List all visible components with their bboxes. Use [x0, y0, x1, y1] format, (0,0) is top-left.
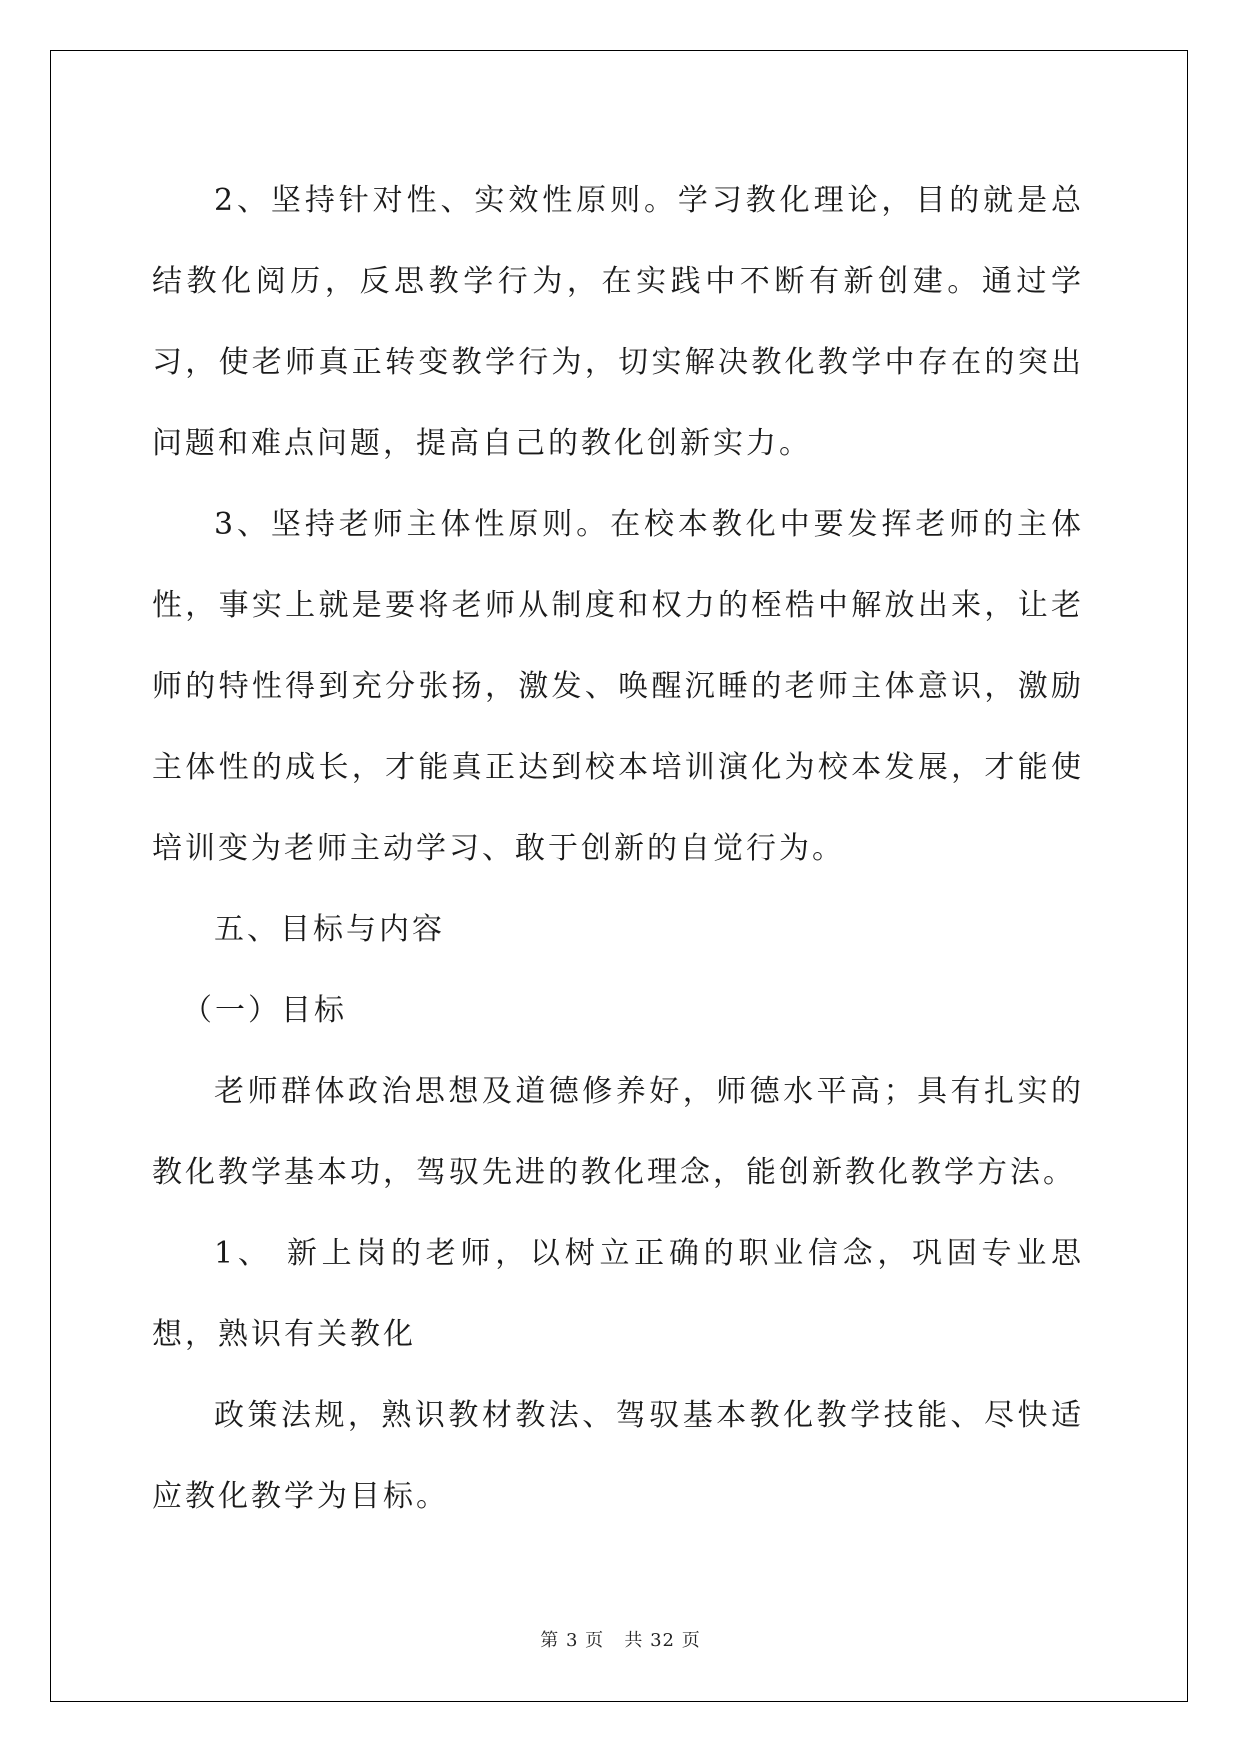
paragraph-principle-2: 2、坚持针对性、实效性原则。学习教化理论，目的就是总结教化阅历，反思教学行为，在实践中不断有新创建。通过学习，使老师真正转变教学行为，切实解决教化教学中存在的突出问题和难点问题，提高自己的教化创新实力。 [152, 183, 1084, 461]
document-body [152, 160, 1084, 1537]
page-number: 第 3 页 [540, 1630, 605, 1651]
subsection-heading-goals: （一）目标 [182, 993, 347, 1028]
paragraph-principle-3: 3、坚持老师主体性原则。在校本教化中要发挥老师的主体性，事实上就是要将老师从制度和权力的桎梏中解放出来，让老师的特性得到充分张扬，激发、唤醒沉睡的老师主体意识，激励主体性的成长，才能真正达到校本培训演化为校本发展，才能使培训变为老师主动学习、敢于创新的自觉行为。 [152, 507, 1084, 866]
page-total: 共 32 页 [624, 1630, 701, 1651]
page-footer [0, 1626, 1241, 1652]
paragraph-policy-continuation: 政策法规，熟识教材教法、驾驭基本教化教学技能、尽快适应教化教学为目标。 [152, 1398, 1084, 1514]
section-heading-goals-content: 五、目标与内容 [214, 912, 445, 947]
paragraph-new-teacher-goal: 1、 新上岗的老师，以树立正确的职业信念，巩固专业思想，熟识有关教化 [152, 1236, 1084, 1352]
paragraph-teacher-group-goal: 老师群体政治思想及道德修养好，师德水平高；具有扎实的教化教学基本功，驾驭先进的教化理念，能创新教化教学方法。 [152, 1074, 1084, 1190]
